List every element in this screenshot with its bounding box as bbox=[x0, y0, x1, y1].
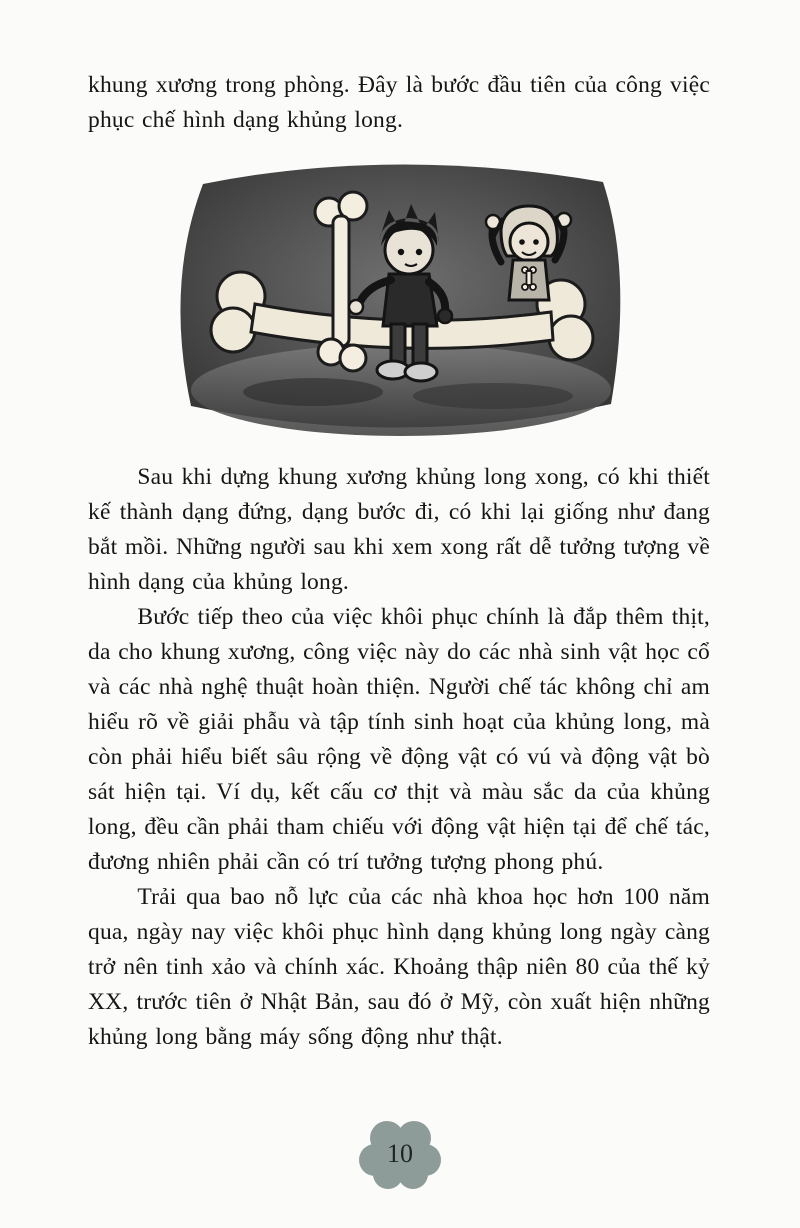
paragraph-1: Sau khi dựng khung xương khủng long xong, có khi thiết kế thành dạng đứng, dạng bước đi, có khi lại giống như đang bắt mồi. Những người sau khi xem xong rất dễ tưởng tượng về hình dạng của khủng long. bbox=[88, 464, 710, 595]
paragraph-2: Bước tiếp theo của việc khôi phục chính là đắp thêm thịt, da cho khung xương, công việc này do các nhà sinh vật học cổ và các nhà nghệ thuật hoàn thiện. Người chế tác không chỉ am hiểu rõ về giải phẫu và tập tính sinh hoạt của khủng long, mà còn phải hiểu biết sâu rộng về động vật có vú và động vật bò sát hiện tại. Ví dụ, kết cấu cơ thịt và màu sắc da của khủng long, đều cần phải tham chiếu với động vật hiện tại để chế tác, đương nhiên phải cần có trí tưởng tượng phong phú. bbox=[88, 604, 710, 875]
page-body-text bbox=[88, 68, 710, 1055]
ground-speckle bbox=[243, 378, 383, 406]
paragraph-3: Trải qua bao nỗ lực của các nhà khoa học hơn 100 năm qua, ngày nay việc khôi phục hình dạng khủng long ngày càng trở nên tinh xảo và chính xác. Khoảng thập niên 80 của thế kỷ XX, trước tiên ở Nhật Bản, sau đó ở Mỹ, còn xuất hiện những khủng long bằng máy sống động như thật. bbox=[88, 884, 710, 1050]
paragraph-top: khung xương trong phòng. Đây là bước đầu tiên của công việc phục chế hình dạng khủng long. bbox=[88, 72, 710, 133]
ground-speckle bbox=[413, 383, 573, 409]
illustration bbox=[163, 154, 635, 446]
cartoon-children-with-giant-bone-image bbox=[163, 154, 635, 446]
page-number-badge bbox=[0, 1116, 800, 1190]
page-number: 10 bbox=[387, 1139, 413, 1168]
